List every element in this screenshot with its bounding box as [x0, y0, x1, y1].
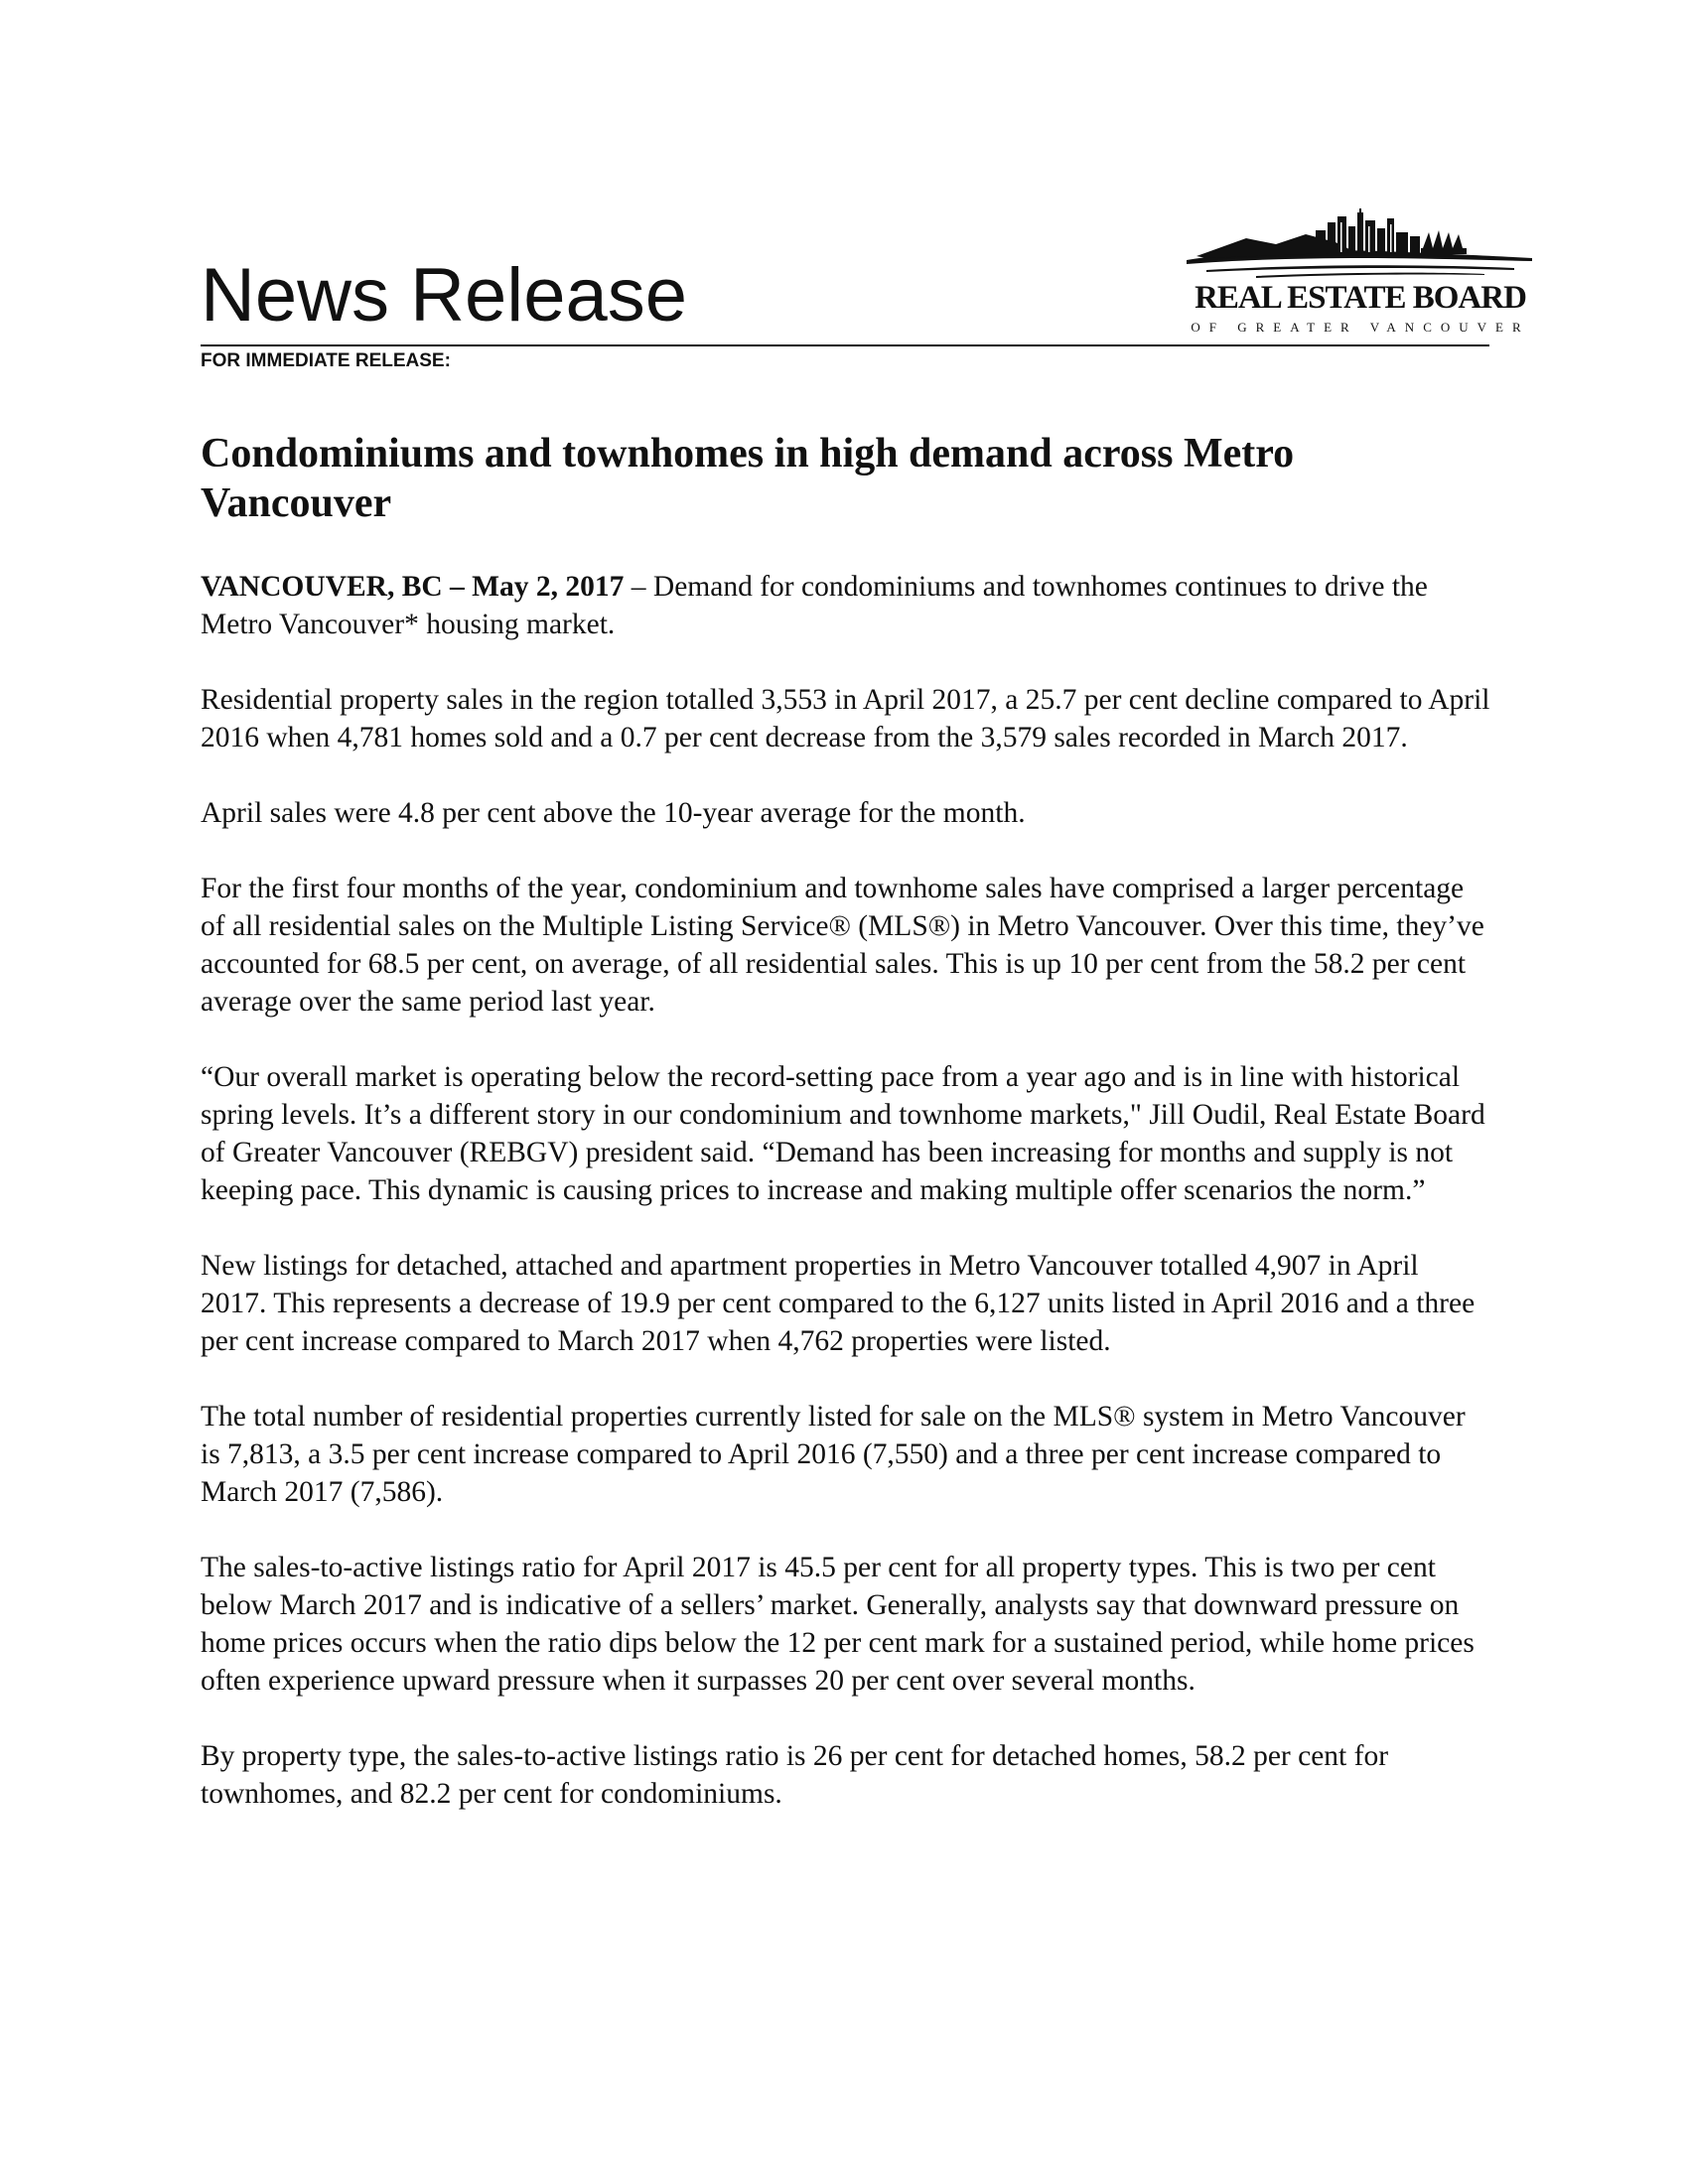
- dateline: VANCOUVER, BC – May 2, 2017: [201, 571, 625, 603]
- release-label: FOR IMMEDIATE RELEASE:: [201, 350, 451, 371]
- lead-paragraph: [201, 568, 1491, 643]
- rebgv-logo: [1187, 208, 1532, 338]
- article-body: [201, 429, 1491, 1850]
- header-divider: [201, 344, 1489, 346]
- paragraph-ratio: The sales-to-active listings ratio for April 2017 is 45.5 per cent for all property types. This is two per cent below March 2017 and is indicative of a sellers’ market. Generally, analysts say that downward pressure on home prices occurs when the ratio dips below the 12 per cent mark for a sustained period, while home prices often experience upward pressure when it surpasses 20 per cent over several months.: [201, 1552, 1475, 1697]
- news-release-title: News Release: [201, 253, 687, 338]
- article-headline: Condominiums and townhomes in high demand across Metro Vancouver: [201, 431, 1295, 526]
- paragraph-quote: “Our overall market is operating below the record-setting pace from a year ago and is in line with historical spring levels. It’s a different story in our condominium and townhome markets," Jill Oudil, Real Estate Board of Greater Vancouver (REBGV) president said. “Demand has been increasing for months and supply is not keeping pace. This dynamic is causing prices to increase and making multiple offer scenarios the norm.”: [201, 1061, 1485, 1206]
- paragraph-total-listings: The total number of residential properties currently listed for sale on the MLS® system in Metro Vancouver is 7,813, a 3.5 per cent increase compared to April 2016 (7,550) and a three per cent increase compared to March 2017 (7,586).: [201, 1401, 1466, 1508]
- logo-wordmark: REAL ESTATE BOARD: [1195, 280, 1526, 316]
- paragraph-average: April sales were 4.8 per cent above the 10-year average for the month.: [201, 797, 1026, 829]
- city-skyline-icon: [1187, 208, 1532, 280]
- page-header: [201, 208, 1530, 371]
- paragraph-property-type: By property type, the sales-to-active listings ratio is 26 per cent for detached homes, 58.2 per cent for townhomes, and 82.2 per cent for condominiums.: [201, 1740, 1389, 1810]
- paragraph-sales: Residential property sales in the region totalled 3,553 in April 2017, a 25.7 per cent decline compared to April 2016 when 4,781 homes sold and a 0.7 per cent decrease from the 3,579 sales recorded in March 2017.: [201, 684, 1490, 753]
- paragraph-condo-share: For the first four months of the year, condominium and townhome sales have comprised a larger percentage of all residential sales on the Multiple Listing Service® (MLS®) in Metro Vancouver. Over this time, they’ve accounted for 68.5 per cent, on average, of all residential sales. This is up 10 per cent from the 58.2 per cent average over the same period last year.: [201, 873, 1484, 1018]
- lead-text: – Demand for condominiums and townhomes continues to drive the Metro Vancouver* housing market.: [201, 571, 1428, 640]
- logo-subtitle: OF GREATER VANCOUVER: [1191, 320, 1530, 335]
- paragraph-new-listings: New listings for detached, attached and apartment properties in Metro Vancouver totalled 4,907 in April 2017. This represents a decrease of 19.9 per cent compared to the 6,127 units listed in April 2016 and a three per cent increase compared to March 2017 when 4,762 properties were listed.: [201, 1250, 1476, 1357]
